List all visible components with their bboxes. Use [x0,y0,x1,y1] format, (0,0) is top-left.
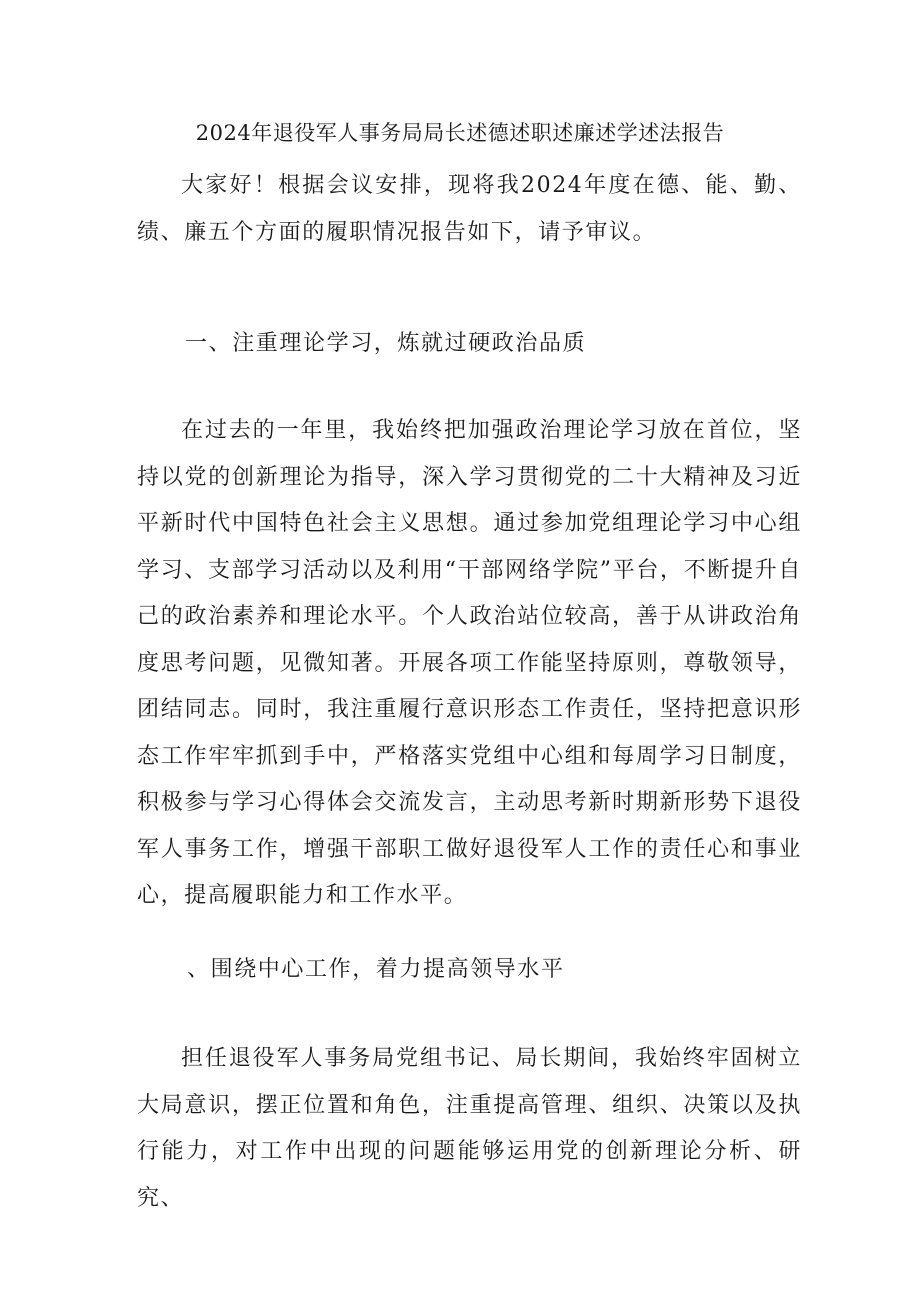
section-heading-1: 一、注重理论学习，炼就过硬政治品质 [185,331,587,356]
greeting-paragraph: 大家好！根据会议安排，现将我2024年度在德、能、勤、绩、廉五个方面的履职情况报告如下，请予审议。 [137,173,802,245]
section-heading-2: 、围绕中心工作，着力提高领导水平 [187,957,565,982]
section-2-paragraph: 担任退役军人事务局党组书记、局长期间，我始终牢固树立大局意识，摆正位置和角色，注重提高管理、组织、决策以及执行能力，对工作中出现的问题能够运用党的创新理论分析、研究、 [137,1046,802,1211]
document-title: 2024年退役军人事务局局长述德述职述廉述学述法报告 [195,121,725,145]
section-1-paragraph: 在过去的一年里，我始终把加强政治理论学习放在首位，坚持以党的创新理论为指导，深入学习贯彻党的二十大精神及习近平新时代中国特色社会主义思想。通过参加党组理论学习中心组学习、支部学习活动以及利用“干部网络学院”平台，不断提升自己的政治素养和理论水平。个人政治站位较高，善于从讲政治角度思考问题，见微知著。开展各项工作能坚持原则，尊敬领导，团结同志。同时，我注重履行意识形态工作责任，坚持把意识形态工作牢牢抓到手中，严格落实党组中心组和每周学习日制度，积极参与学习心得体会交流发言，主动思考新时期新形势下退役军人事务工作，增强干部职工做好退役军人工作的责任心和事业心，提高履职能力和工作水平。 [137,418,802,908]
